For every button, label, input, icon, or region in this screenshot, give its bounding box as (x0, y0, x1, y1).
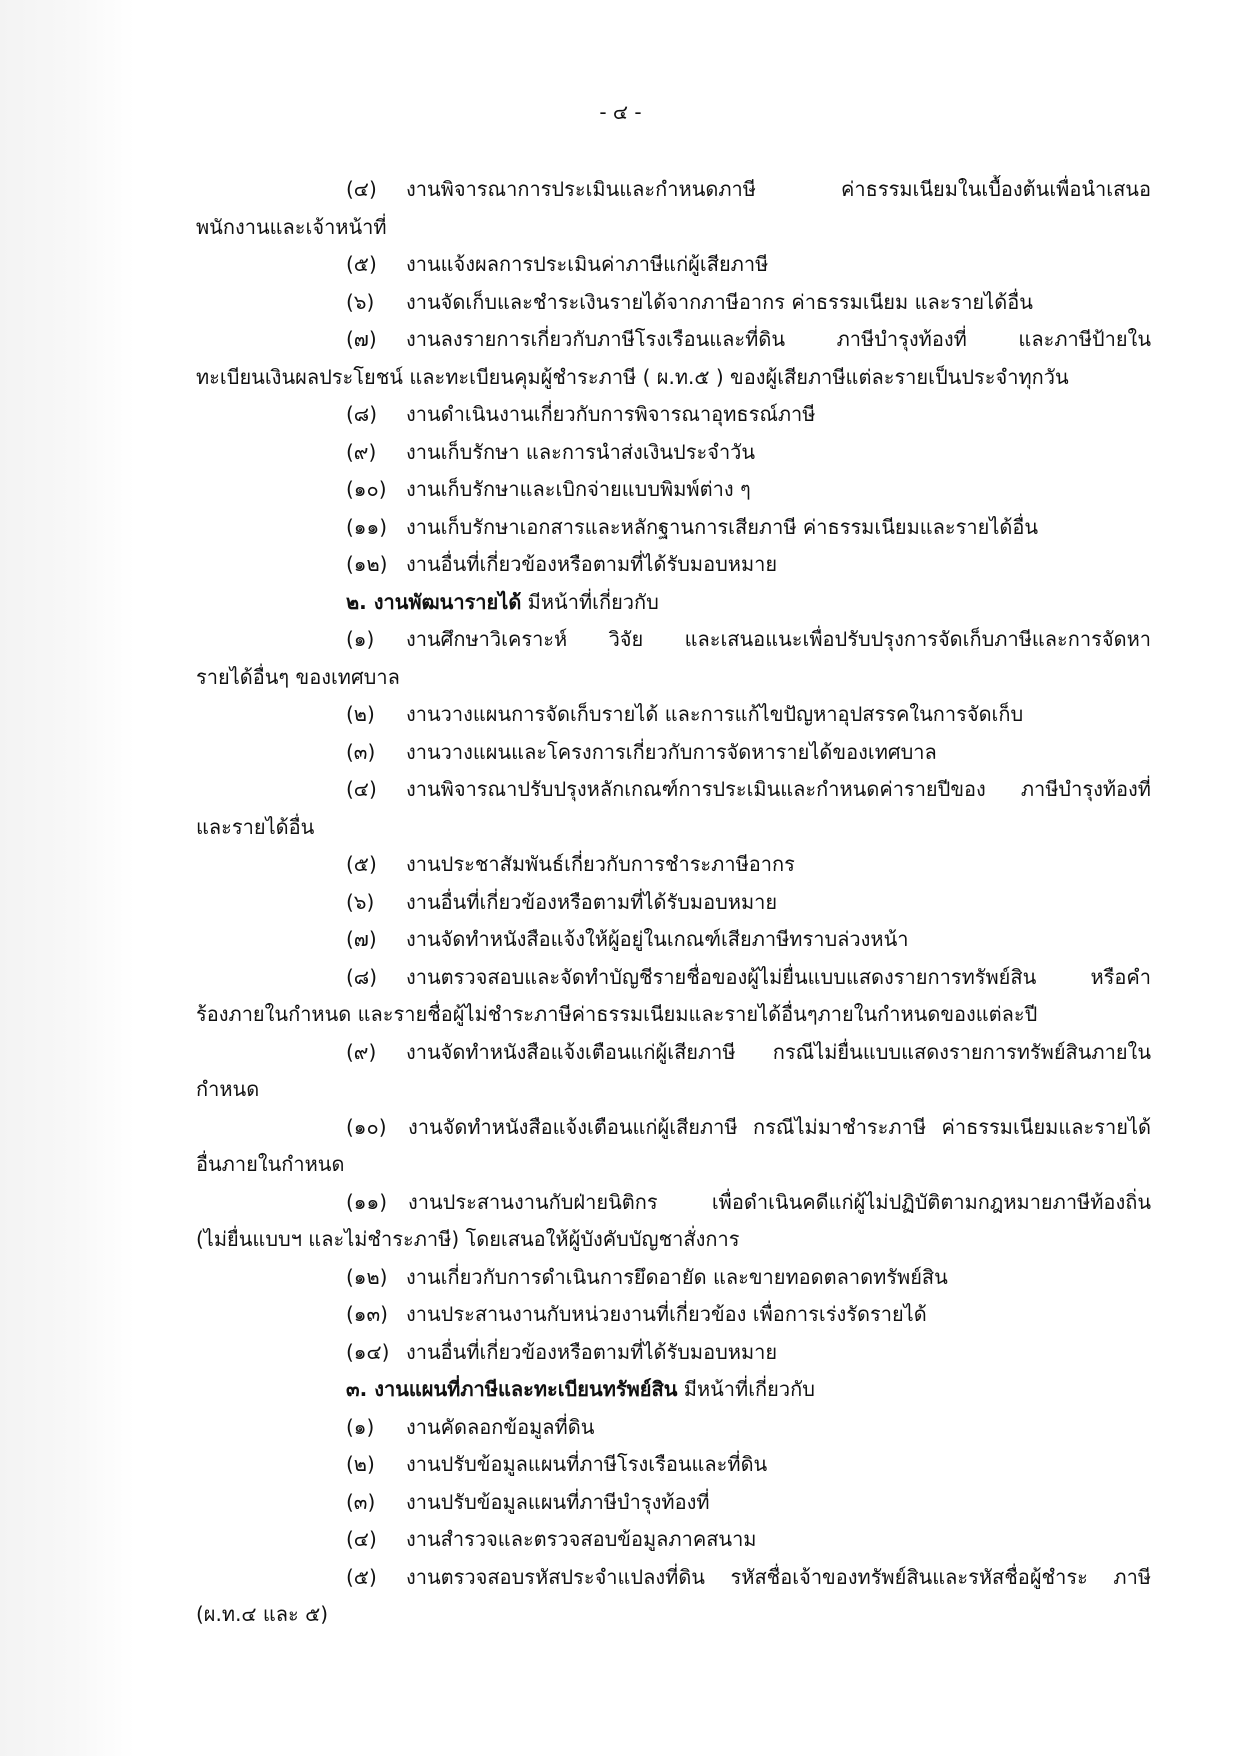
page-number: - ๔ - (599, 100, 642, 124)
continuation-line (196, 659, 1151, 697)
item-number: (๒) (346, 1452, 375, 1476)
item-text: งานคัดลอกข้อมูลที่ดิน (406, 1414, 595, 1439)
list-item (196, 284, 1151, 322)
item-number: (๕) (346, 252, 377, 276)
list-item (196, 171, 1151, 209)
item-text: งานปรับข้อมูลแผนที่ภาษีบำรุงท้องที่ (406, 1489, 710, 1514)
item-number: (๔) (346, 1527, 377, 1551)
item-text: งานอื่นที่เกี่ยวข้องหรือตามที่ได้รับมอบหมาย (406, 1339, 778, 1364)
list-item (196, 1034, 1151, 1072)
item-number: (๑) (346, 627, 375, 651)
list-item (196, 509, 1151, 547)
continuation-line (196, 359, 1151, 397)
item-text: งานเก็บรักษาเอกสารและหลักฐานการเสียภาษี ค่าธรรมเนียมและรายได้อื่น (406, 514, 1039, 539)
item-text: อื่นภายในกำหนด (196, 1152, 345, 1176)
section-title: ๓. งานแผนที่ภาษีและทะเบียนทรัพย์สิน (346, 1377, 678, 1401)
item-text: งานวางแผนการจัดเก็บรายได้ และการแก้ไขปัญหาอุปสรรคในการจัดเก็บ (406, 702, 1024, 726)
item-text: และรายได้อื่น (196, 814, 315, 839)
item-number: (๑๒) (346, 1264, 388, 1289)
section-heading (196, 1371, 1151, 1409)
item-text: พนักงานและเจ้าหน้าที่ (196, 214, 387, 239)
scan-edge-shading (0, 0, 135, 1756)
item-number: (๗) (346, 927, 377, 951)
item-number: (๓) (346, 739, 376, 764)
item-text: งานเก็บรักษา และการนำส่งเงินประจำวัน (406, 439, 756, 464)
list-item (196, 959, 1151, 997)
item-number: (๑๒) (346, 552, 388, 576)
item-text: งานจัดเก็บและชำระเงินรายได้จากภาษีอากร ค่าธรรมเนียม และรายได้อื่น (406, 289, 1033, 314)
item-text: งานเกี่ยวกับการดำเนินการยึดอายัด และขายทอดตลาดทรัพย์สิน (406, 1264, 948, 1289)
item-number: (๙) (346, 439, 377, 464)
continuation-line (196, 1146, 1151, 1184)
list-item (196, 696, 1151, 734)
item-number: (๓) (346, 1489, 376, 1514)
item-text: งานประสานงานกับหน่วยงานที่เกี่ยวข้อง เพื่อการเร่งรัดรายได้ (406, 1302, 927, 1326)
list-item (196, 1446, 1151, 1484)
item-number: (๘) (346, 964, 378, 989)
list-item (196, 1334, 1151, 1372)
item-text: งานวางแผนและโครงการเกี่ยวกับการจัดหารายได้ของเทศบาล (406, 739, 937, 764)
list-item (196, 1184, 1151, 1222)
list-item (196, 1409, 1151, 1447)
item-text: งานจัดทำหนังสือแจ้งเตือนแก่ผู้เสียภาษี กรณีไม่ยื่นแบบแสดงรายการทรัพย์สินภายใน (406, 1039, 1151, 1064)
list-item (196, 546, 1151, 584)
list-item (196, 471, 1151, 509)
list-item (196, 1484, 1151, 1522)
list-item (196, 734, 1151, 772)
item-number: (๒) (346, 702, 375, 726)
list-item (196, 846, 1151, 884)
item-number: (๑๔) (346, 1339, 390, 1364)
list-item (196, 621, 1151, 659)
item-text: งานพิจารณาปรับปรุงหลักเกณฑ์การประเมินและกำหนดค่ารายปีของ ภาษีบำรุงท้องที่ (406, 777, 1151, 801)
item-number: (๔) (346, 177, 377, 201)
item-text: งานลงรายการเกี่ยวกับภาษีโรงเรือนและที่ดิน ภาษีบำรุงท้องที่ และภาษีป้ายใน (406, 327, 1151, 351)
item-text: งานพิจารณาการประเมินและกำหนดภาษี ค่าธรรมเนียมในเบื้องต้นเพื่อนำเสนอ (406, 177, 1151, 201)
item-number: (๔) (346, 777, 377, 801)
item-text: งานศึกษาวิเคราะห์ วิจัย และเสนอแนะเพื่อปรับปรุงการจัดเก็บภาษีและการจัดหา (406, 627, 1151, 651)
item-number: (๘) (346, 402, 378, 426)
list-item (196, 1259, 1151, 1297)
item-text: งานดำเนินงานเกี่ยวกับการพิจารณาอุทธรณ์ภาษี (406, 402, 816, 426)
list-item (196, 771, 1151, 809)
item-number: (๑๑) (346, 514, 387, 539)
list-item (196, 246, 1151, 284)
continuation-line (196, 1221, 1151, 1259)
item-text: งานตรวจสอบและจัดทำบัญชีรายชื่อของผู้ไม่ยื่นแบบแสดงรายการทรัพย์สิน หรือคำ (406, 964, 1151, 989)
item-number: (๖) (346, 289, 375, 314)
item-text: งานปรับข้อมูลแผนที่ภาษีโรงเรือนและที่ดิน (406, 1452, 768, 1476)
item-number: (๖) (346, 889, 375, 914)
continuation-line (196, 209, 1151, 247)
list-item (196, 884, 1151, 922)
item-text: งานจัดทำหนังสือแจ้งให้ผู้อยู่ในเกณฑ์เสียภาษีทราบล่วงหน้า (406, 927, 909, 951)
item-number: (๑๐) (346, 1114, 387, 1139)
list-item (196, 921, 1151, 959)
list-item (196, 396, 1151, 434)
item-text: รายได้อื่นๆ ของเทศบาล (196, 664, 400, 689)
item-text: งานสำรวจและตรวจสอบข้อมูลภาคสนาม (406, 1527, 757, 1551)
list-item (196, 434, 1151, 472)
item-text: (ผ.ท.๔ และ ๕) (196, 1602, 329, 1626)
section-subtitle: มีหน้าที่เกี่ยวกับ (683, 1377, 815, 1401)
item-text: งานเก็บรักษาและเบิกจ่ายแบบพิมพ์ต่าง ๆ (406, 477, 751, 501)
item-text: ร้องภายในกำหนด และรายชื่อผู้ไม่ชำระภาษีค่าธรรมเนียมและรายได้อื่นๆภายในกำหนดของแต่ละปี (196, 1002, 1038, 1026)
item-number: (๕) (346, 1564, 377, 1589)
section-title: ๒. งานพัฒนารายได้ (346, 589, 522, 614)
item-text: ทะเบียนเงินผลประโยชน์ และทะเบียนคุมผู้ชำระภาษี ( ผ.ท.๕ ) ของผู้เสียภาษีแต่ละรายเป็นประจำทุกวัน (196, 364, 1069, 389)
item-number: (๑๐) (346, 477, 387, 501)
continuation-line (196, 1071, 1151, 1109)
continuation-line (196, 809, 1151, 847)
continuation-line (196, 996, 1151, 1034)
list-item (196, 1559, 1151, 1597)
section-heading (196, 584, 1151, 622)
item-text: งานแจ้งผลการประเมินค่าภาษีแก่ผู้เสียภาษี (406, 252, 769, 276)
list-item (196, 1296, 1151, 1334)
item-number: (๕) (346, 852, 377, 876)
item-text: งานอื่นที่เกี่ยวข้องหรือตามที่ได้รับมอบหมาย (406, 889, 778, 914)
item-text: งานประชาสัมพันธ์เกี่ยวกับการชำระภาษีอากร (406, 852, 795, 876)
section-subtitle: มีหน้าที่เกี่ยวกับ (527, 589, 659, 614)
item-text: งานจัดทำหนังสือแจ้งเตือนแก่ผู้เสียภาษี กรณีไม่มาชำระภาษี ค่าธรรมเนียมและรายได้ (408, 1114, 1151, 1139)
list-item (196, 1109, 1151, 1147)
item-text: งานประสานงานกับฝ่ายนิติกร เพื่อดำเนินคดีแก่ผู้ไม่ปฏิบัติตามกฎหมายภาษีท้องถิ่น (408, 1189, 1151, 1214)
item-text: งานอื่นที่เกี่ยวข้องหรือตามที่ได้รับมอบหมาย (406, 552, 778, 576)
item-number: (๑๓) (346, 1302, 388, 1326)
document-body (196, 171, 1151, 1634)
item-number: (๙) (346, 1039, 377, 1064)
item-number: (๗) (346, 327, 377, 351)
item-text: งานตรวจสอบรหัสประจำแปลงที่ดิน รหัสชื่อเจ้าของทรัพย์สินและรหัสชื่อผู้ชำระ ภาษี (406, 1564, 1151, 1589)
item-text: (ไม่ยื่นแบบฯ และไม่ชำระภาษี) โดยเสนอให้ผู้บังคับบัญชาสั่งการ (196, 1227, 740, 1251)
list-item (196, 321, 1151, 359)
item-text: กำหนด (196, 1077, 260, 1101)
item-number: (๑) (346, 1414, 375, 1439)
continuation-line (196, 1596, 1151, 1634)
list-item (196, 1521, 1151, 1559)
item-number: (๑๑) (346, 1189, 387, 1214)
